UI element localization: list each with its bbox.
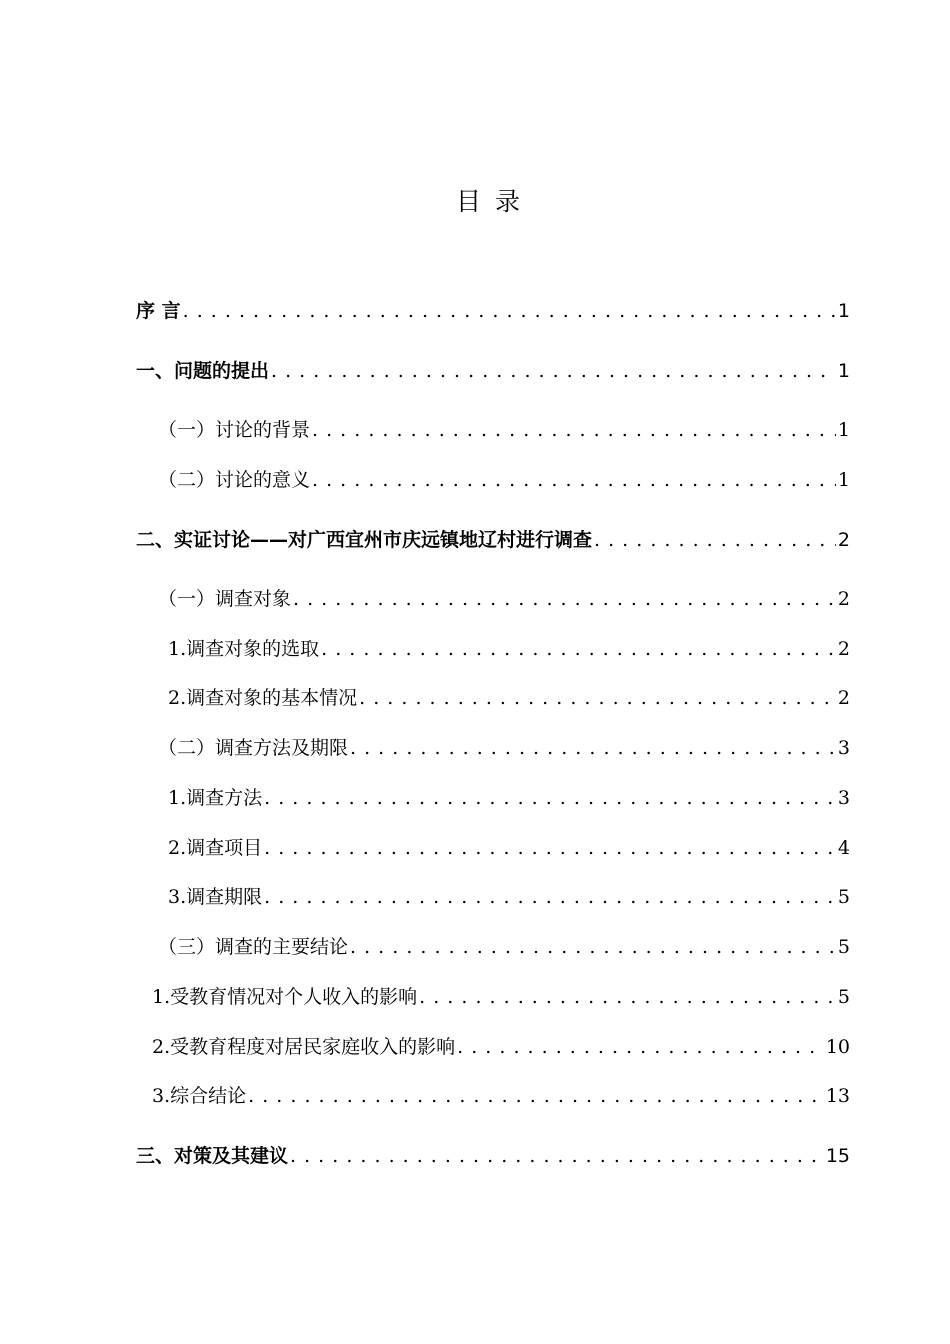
toc-entry-2-2-2[interactable] [168,830,850,860]
toc-entry-title: 3.综合结论 [152,1085,247,1107]
toc-title: 目录 [455,187,534,216]
dot-leader [293,587,836,611]
dot-leader [264,786,836,810]
dot-leader [248,1084,824,1108]
dot-leader [312,418,836,442]
toc-page-number: 1 [837,419,850,441]
toc-entry-title: 1.受教育情况对个人收入的影响 [152,986,418,1008]
dot-leader [419,985,836,1009]
toc-entry-section-2[interactable] [136,522,850,552]
toc-entry-2-2[interactable] [158,730,850,760]
toc-entry-1-1[interactable] [158,412,850,442]
dot-leader [264,836,836,860]
toc-page-number: 5 [837,886,850,908]
toc-entry-title: 1.调查对象的选取 [168,638,320,660]
dot-leader [264,885,836,909]
toc-page-number: 2 [837,638,850,660]
dot-leader [312,468,836,492]
toc-page-number: 5 [837,986,850,1008]
toc-page-number: 13 [825,1085,850,1107]
toc-entry-title: 2.受教育程度对居民家庭收入的影响 [152,1036,456,1058]
toc-entry-section-3[interactable] [136,1138,850,1168]
toc-page-number: 3 [837,787,850,809]
toc-page-number: 3 [837,737,850,759]
toc-page-number: 10 [825,1036,850,1058]
toc-entry-2-2-1[interactable] [168,780,850,810]
toc-entry-title: （一）调查对象 [158,588,292,610]
toc-entry-title: 一、问题的提出 [136,360,270,382]
toc-page-number: 1 [837,469,850,491]
toc-entry-title: （二）调查方法及期限 [158,737,349,759]
dot-leader [350,935,836,959]
dot-leader [321,637,836,661]
dot-leader [359,686,836,710]
toc-page-number: 1 [837,360,850,382]
dot-leader [594,528,836,552]
dot-leader [290,1144,824,1168]
toc-entry-title: 2.调查对象的基本情况 [168,687,358,709]
toc-entry-2-3-1[interactable] [152,979,850,1009]
toc-entry-section-1[interactable] [136,353,850,383]
toc-entry-title: 序 言 [136,300,181,322]
toc-entry-2-2-3[interactable] [168,879,850,909]
toc-entry-title: 3.调查期限 [168,886,263,908]
toc-page-number: 4 [837,837,850,859]
toc-entry-2-3[interactable] [158,929,850,959]
toc-entry-title: （二）讨论的意义 [158,469,311,491]
toc-entry-title: 2.调查项目 [168,837,263,859]
toc-entry-title: （三）调查的主要结论 [158,936,349,958]
dot-leader [350,736,836,760]
toc-entry-title: 二、实证讨论——对广西宜州市庆远镇地辽村进行调查 [136,529,593,551]
dot-leader [183,299,836,323]
toc-page-number: 2 [837,687,850,709]
toc-entry-2-1-1[interactable] [168,631,850,661]
toc-page-number: 5 [837,936,850,958]
toc-entry-2-3-2[interactable] [152,1029,850,1059]
toc-entry-title: 1.调查方法 [168,787,263,809]
toc-page-number: 1 [837,300,850,322]
toc-entry-2-3-3[interactable] [152,1078,850,1108]
toc-entry-title: 三、对策及其建议 [136,1145,289,1167]
toc-entry-1-2[interactable] [158,462,850,492]
dot-leader [271,359,836,383]
toc-page-number: 2 [837,529,850,551]
toc-entry-title: （一）讨论的背景 [158,419,311,441]
dot-leader [457,1035,824,1059]
toc-entry-preface[interactable] [136,293,850,323]
toc-page-number: 15 [825,1145,850,1167]
toc-entry-2-1[interactable] [158,581,850,611]
toc-entry-2-1-2[interactable] [168,680,850,710]
toc-page-number: 2 [837,588,850,610]
